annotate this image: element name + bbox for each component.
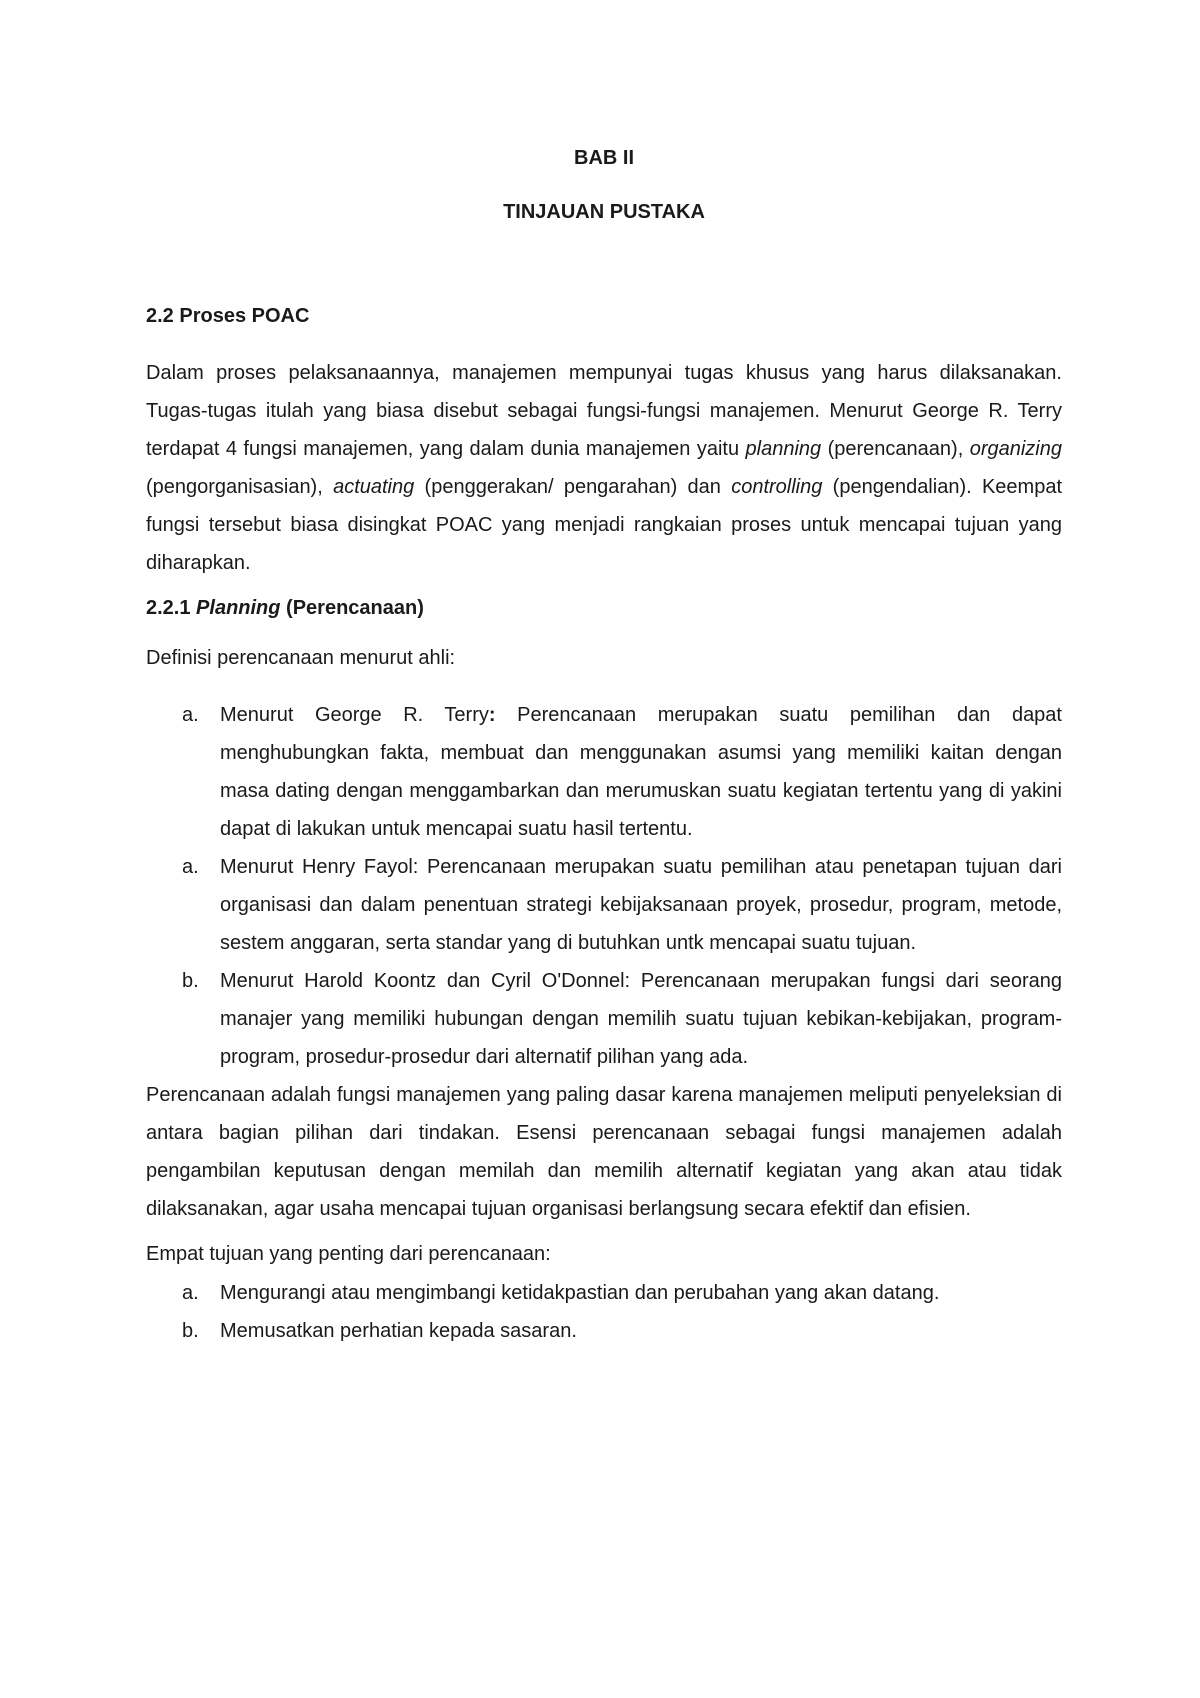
list-item bbox=[146, 1312, 1062, 1350]
goals-list bbox=[146, 1274, 1062, 1350]
term-organizing: organizing bbox=[969, 438, 1062, 460]
list-item bbox=[146, 1274, 1062, 1312]
title-italic: Planning bbox=[196, 597, 281, 619]
chapter-heading: BAB II bbox=[574, 147, 634, 169]
term-actuating: actuating bbox=[333, 476, 415, 498]
para-text: (pengorganisasian), bbox=[146, 476, 334, 498]
list-text: Perencanaan merupakan suatu pemilihan dan dapat menghubungkan fakta, membuat dan menggunakan asumsi yang memiliki kaitan dengan masa dating dengan menggambarkan dan merumuskan suatu kegiatan tertentu yang di yakini dapat di lakukan untuk mencapai suatu hasil tertentu. bbox=[220, 704, 1062, 840]
list-colon: : bbox=[488, 704, 496, 726]
para-text: (perencanaan), bbox=[821, 438, 970, 460]
definitions-intro: Definisi perencanaan menurut ahli: bbox=[146, 647, 456, 669]
section-2-2-1-title bbox=[146, 596, 1062, 620]
list-item bbox=[146, 962, 1062, 1076]
para-text: (pengendalian). Keempat fungsi tersebut biasa disingkat POAC yang menjadi rangkaian proses untuk mencapai tujuan yang diharapkan. bbox=[146, 476, 1062, 574]
list-marker: b. bbox=[182, 1320, 199, 1342]
goals-intro: Empat tujuan yang penting dari perencanaan: bbox=[146, 1243, 551, 1265]
list-text: Mengurangi atau mengimbangi ketidakpastian dan perubahan yang akan datang. bbox=[220, 1282, 940, 1304]
term-controlling: controlling bbox=[731, 476, 823, 498]
list-text: Menurut George R. Terry bbox=[220, 704, 489, 726]
section-2-2-title: 2.2 Proses POAC bbox=[146, 305, 310, 327]
planning-paragraph: Perencanaan adalah fungsi manajemen yang paling dasar karena manajemen meliputi penyeleksian di antara bagian pilihan dari tindakan. Esensi perencanaan sebagai fungsi manajemen adalah pengambilan keputusan dengan memilah dan memilih alternatif kegiatan yang akan atau tidak dilaksanakan, agar usaha mencapai tujuan organisasi berlangsung secara efektif dan efisien. bbox=[146, 1084, 1062, 1220]
list-marker: a. bbox=[182, 1282, 199, 1304]
list-marker: b. bbox=[182, 970, 199, 992]
title-prefix: 2.2.1 bbox=[146, 597, 197, 619]
definitions-list-2 bbox=[146, 848, 1062, 1076]
list-marker: a. bbox=[182, 704, 199, 726]
term-planning: planning bbox=[745, 438, 822, 460]
para-text: (penggerakan/ pengarahan) dan bbox=[414, 476, 732, 498]
chapter-title: TINJAUAN PUSTAKA bbox=[503, 201, 705, 223]
list-text: Menurut Harold Koontz dan Cyril O'Donnel: Perencanaan merupakan fungsi dari seorang manajer yang memiliki hubungan dengan memilih suatu tujuan kebikan-kebijakan, program-program, prosedur-prosedur dari alternatif pilihan yang ada. bbox=[220, 970, 1062, 1068]
list-text: Menurut Henry Fayol: Perencanaan merupakan suatu pemilihan atau penetapan tujuan dari organisasi dan dalam penentuan strategi kebijaksanaan proyek, prosedur, program, metode, sestem anggaran, serta standar yang di butuhkan untk mencapai suatu tujuan. bbox=[220, 856, 1062, 954]
list-marker: a. bbox=[182, 856, 199, 878]
title-suffix: (Perencanaan) bbox=[280, 597, 424, 619]
definitions-list-1 bbox=[146, 696, 1062, 848]
para-text: Dalam proses pelaksanaannya, manajemen mempunyai tugas khusus yang harus dilaksanakan. Tugas-tugas itulah yang biasa disebut sebagai fungsi-fungsi manajemen. Menurut George R. Terry terdapat 4 fungsi manajemen, yang dalam dunia manajemen yaitu bbox=[146, 362, 1062, 460]
section-2-2-paragraph bbox=[146, 354, 1062, 582]
list-item bbox=[146, 848, 1062, 962]
list-text: Memusatkan perhatian kepada sasaran. bbox=[220, 1320, 577, 1342]
list-item bbox=[146, 696, 1062, 848]
